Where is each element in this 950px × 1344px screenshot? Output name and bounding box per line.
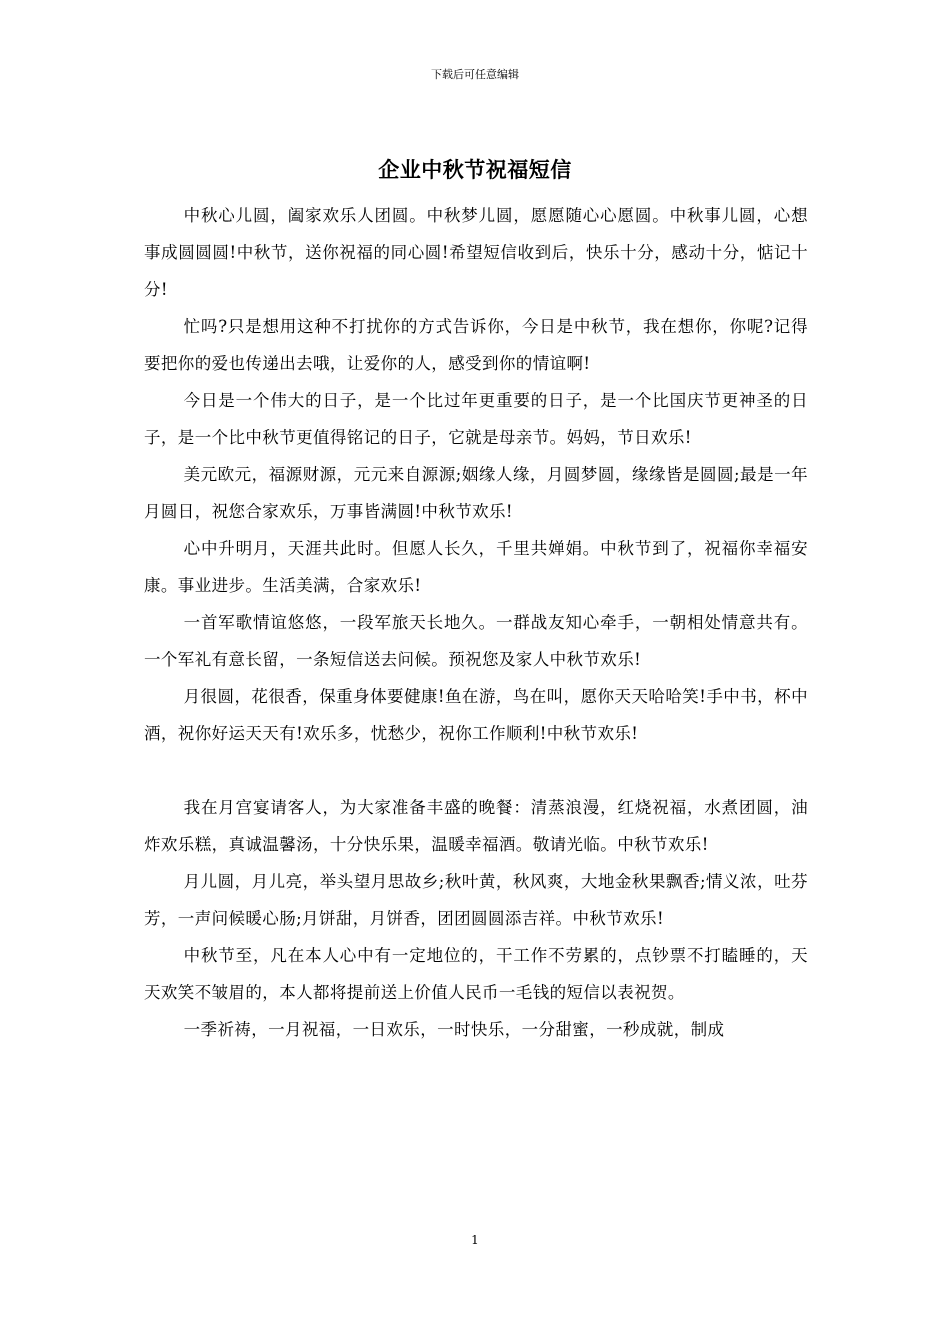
paragraph: 一首军歌情谊悠悠，一段军旅天长地久。一群战友知心牵手，一朝相处情意共有。一个军礼有意长留，一条短信送去问候。预祝您及家人中秋节欢乐! [144, 613, 808, 669]
paragraph: 中秋节至，凡在本人心中有一定地位的，干工作不劳累的，点钞票不打瞌睡的，天天欢笑不皱眉的，本人都将提前送上价值人民币一毛钱的短信以表祝贺。 [144, 946, 808, 1002]
page-header: 下载后可任意编辑 [431, 68, 519, 81]
paragraph: 我在月宫宴请客人，为大家准备丰盛的晚餐：清蒸浪漫，红烧祝福，水煮团圆，油炸欢乐糕，真诚温馨汤，十分快乐果，温暖幸福酒。敬请光临。中秋节欢乐! [144, 798, 808, 854]
document-title: 企业中秋节祝福短信 [378, 157, 572, 182]
paragraph: 月很圆，花很香，保重身体要健康!鱼在游，鸟在叫，愿你天天哈哈笑!手中书，杯中酒，祝你好运天天有!欢乐多，忧愁少，祝你工作顺利!中秋节欢乐! [144, 687, 808, 743]
paragraph: 月儿圆，月儿亮，举头望月思故乡;秋叶黄，秋风爽，大地金秋果飘香;情义浓，吐芬芳，一声问候暖心肠;月饼甜，月饼香，团团圆圆添吉祥。中秋节欢乐! [144, 872, 808, 928]
paragraph: 中秋心儿圆，阖家欢乐人团圆。中秋梦儿圆，愿愿随心心愿圆。中秋事儿圆，心想事成圆圆圆!中秋节，送你祝福的同心圆!希望短信收到后，快乐十分，感动十分，惦记十分! [144, 206, 808, 299]
paragraph: 今日是一个伟大的日子，是一个比过年更重要的日子，是一个比国庆节更神圣的日子，是一个比中秋节更值得铭记的日子，它就是母亲节。妈妈，节日欢乐! [144, 391, 808, 447]
paragraph: 心中升明月，天涯共此时。但愿人长久，千里共婵娟。中秋节到了，祝福你幸福安康。事业进步。生活美满，合家欢乐! [144, 539, 808, 595]
paragraph: 美元欧元，福源财源，元元来自源源;姻缘人缘，月圆梦圆，缘缘皆是圆圆;最是一年月圆日，祝您合家欢乐，万事皆满圆!中秋节欢乐! [144, 465, 808, 521]
page-number: 1 [471, 1233, 479, 1247]
document-body [144, 197, 808, 1048]
paragraph: 一季祈祷，一月祝福，一日欢乐，一时快乐，一分甜蜜，一秒成就，制成 [183, 1020, 725, 1039]
paragraph: 忙吗?只是想用这种不打扰你的方式告诉你，今日是中秋节，我在想你，你呢?记得要把你的爱也传递出去哦，让爱你的人，感受到你的情谊啊! [144, 317, 808, 373]
